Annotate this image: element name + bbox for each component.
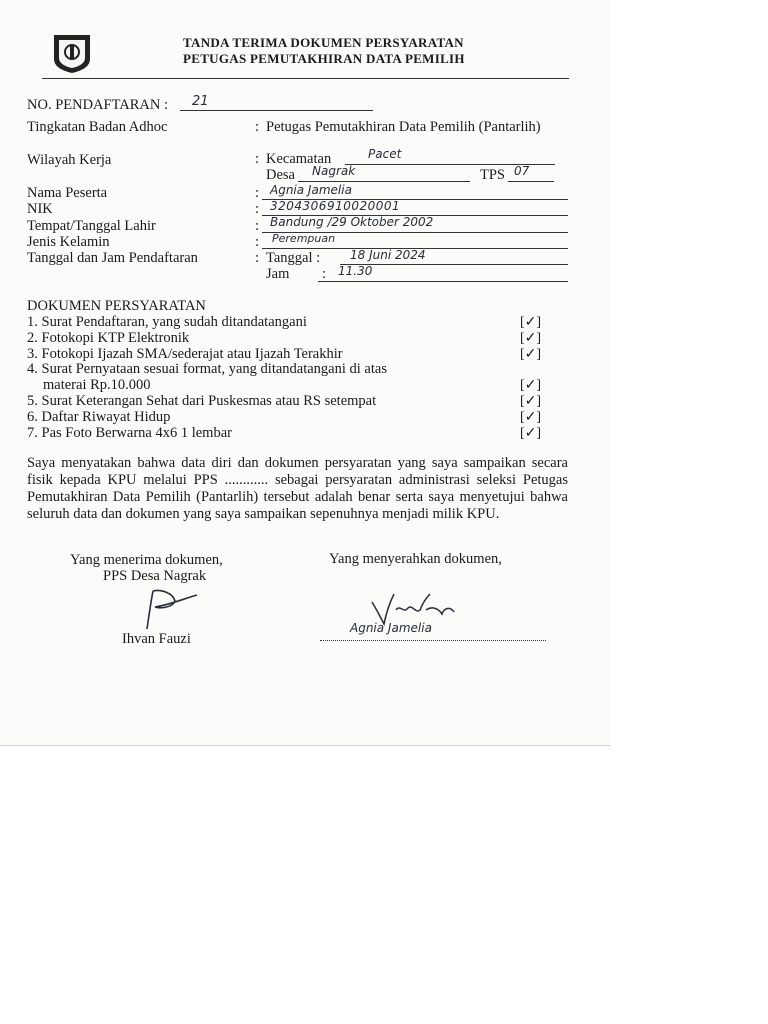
checkbox-item-2[interactable]: [✓] [520, 331, 542, 346]
nik-label: NIK [27, 201, 53, 217]
receiver-name: Ihvan Fauzi [122, 631, 191, 647]
tps-label: TPS [480, 167, 505, 183]
colon: : [255, 234, 260, 250]
document-item-4-cont: materai Rp.10.000 [43, 377, 151, 393]
document-item-3: 3. Fotokopi Ijazah SMA/sederajat atau Ijazah Terakhir [27, 346, 343, 362]
tingkatan-label: Tingkatan Badan Adhoc [27, 119, 168, 135]
colon: : [255, 151, 260, 167]
jk-label: Jenis Kelamin [27, 234, 110, 250]
wilayah-label: Wilayah Kerja [27, 152, 112, 168]
kecamatan-value: Pacet [368, 147, 402, 161]
tanggal-label: Tanggal : [266, 250, 321, 266]
document-item-6: 6. Daftar Riwayat Hidup [27, 409, 171, 425]
doc-title-line2: PETUGAS PEMUTAKHIRAN DATA PEMILIH [183, 51, 465, 66]
ttl-label: Tempat/Tanggal Lahir [27, 218, 156, 234]
colon: : [255, 250, 260, 266]
checkbox-item-7[interactable]: [✓] [520, 426, 542, 441]
receiver-org: PPS Desa Nagrak [103, 568, 207, 584]
ttl-value: Bandung /29 Oktober 2002 [270, 215, 434, 229]
receiver-title: Yang menerima dokumen, [70, 552, 223, 568]
tps-line [508, 181, 554, 182]
giver-signature-line [320, 640, 546, 641]
tingkatan-value: Petugas Pemutakhiran Data Pemilih (Pantarlih) [266, 119, 541, 135]
desa-line [298, 181, 470, 182]
colon: : [255, 218, 260, 234]
giver-title: Yang menyerahkan dokumen, [329, 551, 502, 567]
document-item-1: 1. Surat Pendaftaran, yang sudah ditandatangani [27, 314, 307, 330]
registration-line [180, 110, 373, 111]
jam-line [318, 281, 568, 282]
document-item-2: 2. Fotokopi KTP Elektronik [27, 330, 190, 346]
checkbox-item-5[interactable]: [✓] [520, 394, 542, 409]
desa-label: Desa [266, 167, 295, 183]
jk-value: Perempuan [272, 232, 336, 245]
tanggal-line [340, 264, 568, 265]
kpu-seal-icon [50, 29, 94, 75]
tanggal-value: 18 Juni 2024 [350, 248, 426, 262]
colon: : [255, 119, 260, 135]
documents-heading: DOKUMEN PERSYARATAN [27, 298, 206, 314]
tgl-label: Tanggal dan Jam Pendaftaran [27, 250, 198, 266]
nama-value: Agnia Jamelia [270, 183, 352, 197]
registration-label: NO. PENDAFTARAN : [27, 97, 169, 113]
desa-value: Nagrak [312, 164, 356, 178]
checkbox-item-6[interactable]: [✓] [520, 410, 542, 425]
doc-title-line1: TANDA TERIMA DOKUMEN PERSYARATAN [183, 35, 464, 50]
statement-paragraph: Saya menyatakan bahwa data diri dan dokumen persyaratan yang saya sampaikan secara fisik kepada KPU melalui PPS ............ sebagai persyaratan administrasi seleksi Petugas Pemutakhiran Data Pemilih (Pantarlih) tersebut adalah benar serta saya menyetujui bahwa seluruh data dan dokumen yang saya sampaikan sepenuhnya menjadi milik KPU. [27, 455, 568, 522]
receiver-signature [135, 585, 210, 633]
checkbox-item-3[interactable]: [✓] [520, 347, 542, 362]
registration-value: 21 [192, 94, 209, 109]
colon: : [322, 266, 327, 282]
checkbox-item-1[interactable]: [✓] [520, 315, 542, 330]
jam-value: 11.30 [338, 264, 373, 278]
colon: : [255, 201, 260, 217]
nik-value: 3204306910020001 [270, 199, 401, 213]
nama-label: Nama Peserta [27, 185, 108, 201]
document-item-5: 5. Surat Keterangan Sehat dari Puskesmas atau RS setempat [27, 393, 377, 409]
giver-name: Agnia Jamelia [350, 621, 432, 635]
kecamatan-label: Kecamatan [266, 151, 332, 167]
colon: : [255, 185, 260, 201]
checkbox-item-4[interactable]: [✓] [520, 378, 542, 393]
jam-label: Jam [266, 266, 290, 282]
header-divider [42, 78, 569, 79]
tps-value: 07 [514, 164, 530, 178]
document-item-7: 7. Pas Foto Berwarna 4x6 1 lembar [27, 425, 232, 441]
document-item-4: 4. Surat Pernyataan sesuai format, yang ditandatangani di atas [27, 361, 387, 377]
